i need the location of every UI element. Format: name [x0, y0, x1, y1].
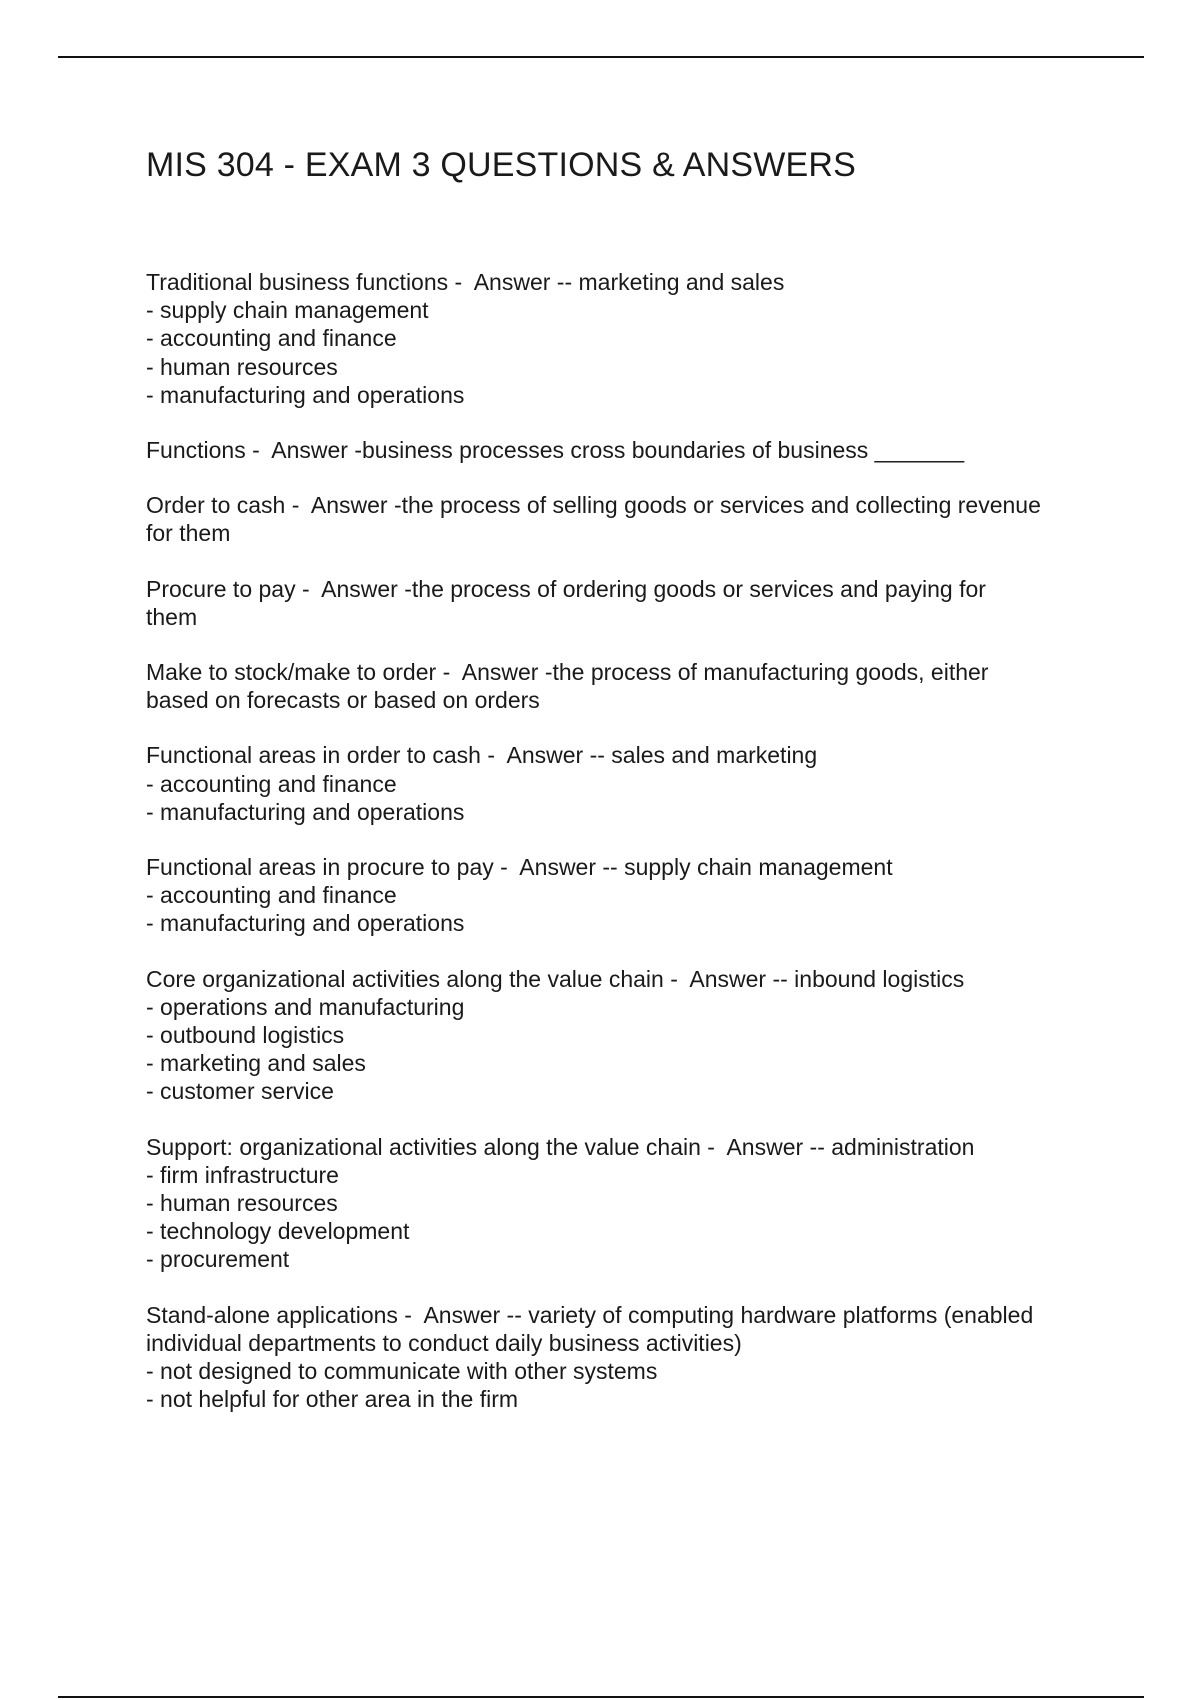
qa-line: them: [146, 603, 198, 630]
qa-line: - marketing and sales: [146, 1050, 366, 1077]
qa-entry: [146, 268, 1096, 409]
qa-line: for them: [146, 520, 231, 547]
qa-entry: [146, 491, 1096, 547]
qa-line: - manufacturing and operations: [146, 381, 465, 408]
qa-entry: [146, 1301, 1096, 1414]
qa-entry: [146, 741, 1096, 826]
qa-entry: [146, 853, 1096, 938]
qa-line: Traditional business functions - Answer -- marketing and sales: [146, 269, 785, 295]
qa-line: - manufacturing and operations: [146, 798, 465, 825]
qa-line: Stand-alone applications - Answer -- variety of computing hardware platforms (enabled: [146, 1301, 1034, 1328]
qa-line: Functional areas in order to cash - Answer -- sales and marketing: [146, 742, 818, 769]
qa-line: - human resources: [146, 1190, 338, 1217]
qa-line: - manufacturing and operations: [146, 910, 465, 937]
qa-entry: [146, 436, 1096, 464]
qa-line: Order to cash - Answer -the process of selling goods or services and collecting revenue: [146, 492, 1041, 519]
qa-line: - operations and manufacturing: [146, 993, 465, 1020]
qa-line: - procurement: [146, 1246, 290, 1273]
qa-line: - not designed to communicate with other systems: [146, 1358, 658, 1385]
qa-line: - accounting and finance: [146, 882, 397, 909]
qa-line: Support: organizational activities along the value chain - Answer -- administration: [146, 1133, 975, 1160]
qa-line: - accounting and finance: [146, 325, 397, 352]
qa-entry: [146, 965, 1096, 1106]
top-rule: [58, 56, 1144, 58]
qa-entry: [146, 575, 1096, 631]
qa-line: Core organizational activities along the value chain - Answer -- inbound logistics: [146, 965, 965, 992]
bottom-rule: [58, 1696, 1144, 1698]
qa-line: - not helpful for other area in the firm: [146, 1386, 519, 1413]
qa-line: - technology development: [146, 1218, 410, 1245]
qa-line: Functional areas in procure to pay - Answer -- supply chain management: [146, 854, 893, 881]
document-body: [146, 142, 1096, 1441]
qa-line: - customer service: [146, 1078, 334, 1105]
qa-line: Procure to pay - Answer -the process of ordering goods or services and paying for: [146, 575, 986, 602]
qa-line: - accounting and finance: [146, 770, 397, 797]
page-title: MIS 304 - EXAM 3 QUESTIONS & ANSWERS: [146, 146, 857, 184]
qa-entry: [146, 658, 1096, 714]
qa-line: - outbound logistics: [146, 1022, 345, 1049]
qa-line: Functions - Answer -business processes cross boundaries of business _______: [146, 437, 965, 464]
qa-line: - human resources: [146, 353, 338, 380]
qa-entry: [146, 1133, 1096, 1274]
qa-line: - firm infrastructure: [146, 1161, 339, 1188]
qa-line: individual departments to conduct daily business activities): [146, 1329, 742, 1356]
qa-line: Make to stock/make to order - Answer -the process of manufacturing goods, either: [146, 659, 989, 686]
qa-line: based on forecasts or based on orders: [146, 687, 540, 714]
qa-line: - supply chain management: [146, 297, 429, 324]
